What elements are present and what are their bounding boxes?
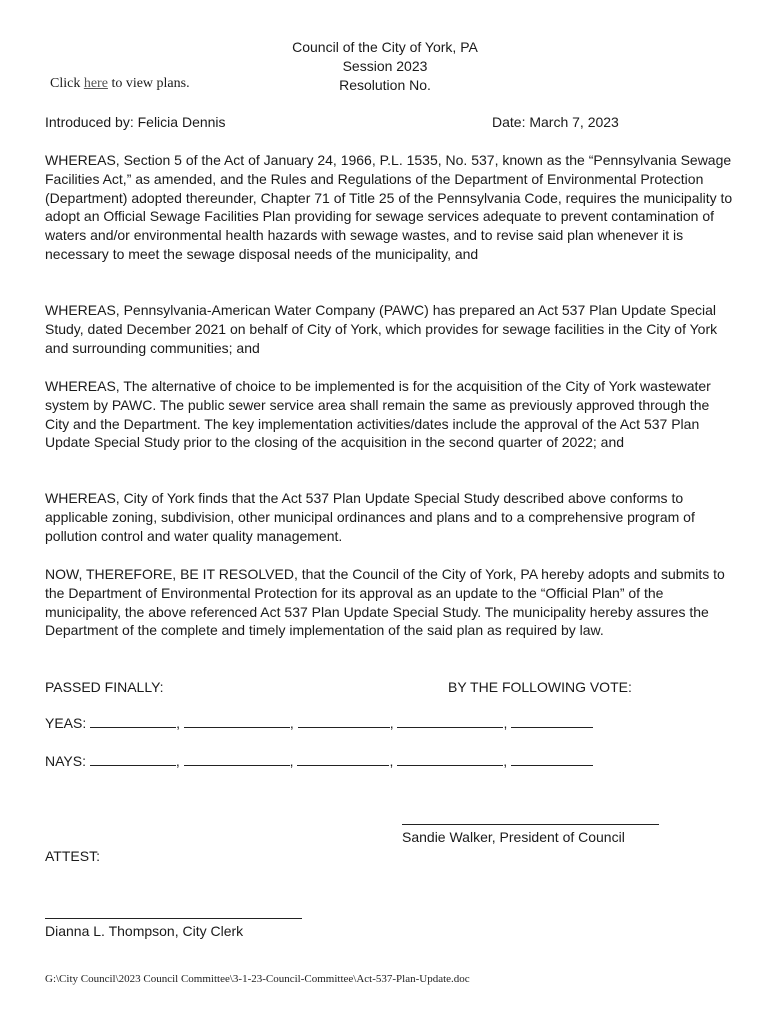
whereas-paragraph-2: WHEREAS, Pennsylvania-American Water Company (PAWC) has prepared an Act 537 Plan Update Special Study, dated December 2021 on behalf of City of York, which provides for sewage facilities in the City of York and surrounding communities; and bbox=[45, 302, 718, 356]
yeas-blank-4 bbox=[397, 715, 503, 728]
whereas-paragraph-4: WHEREAS, City of York finds that the Act 537 Plan Update Special Study described above conforms to applicable zoning, subdivision, other municipal ordinances and plans and to a comprehensive program of pollution control and water quality management. bbox=[45, 490, 695, 544]
president-signature-line bbox=[402, 824, 659, 825]
nays-line: NAYS: , , , , bbox=[45, 753, 593, 769]
yeas-label: YEAS: bbox=[45, 715, 87, 731]
vote-label: BY THE FOLLOWING VOTE: bbox=[448, 679, 632, 695]
yeas-blank-2 bbox=[184, 715, 290, 728]
view-plans-link[interactable]: here bbox=[83, 76, 108, 91]
file-path-footer: G:\City Council\2023 Council Committee\3-1-23-Council-Committee\Act-537-Plan-Update.doc bbox=[45, 973, 470, 985]
view-plans-notice bbox=[50, 76, 190, 92]
session-year: Session 2023 bbox=[342, 58, 428, 74]
council-title: Council of the City of York, PA bbox=[292, 39, 478, 55]
nays-blank-5 bbox=[511, 753, 593, 766]
nays-blank-1 bbox=[90, 753, 176, 766]
yeas-blank-1 bbox=[90, 715, 176, 728]
resolved-paragraph: NOW, THEREFORE, BE IT RESOLVED, that the Council of the City of York, PA hereby adopts and submits to the Department of Environmental Protection for its approval as an update to the “Official Plan” of the municipality, the above referenced Act 537 Plan Update Special Study. The municipality hereby assures the Department of the complete and timely implementation of the said plan as required by law. bbox=[45, 566, 725, 639]
nays-blank-4 bbox=[397, 753, 503, 766]
passed-finally-label: PASSED FINALLY: bbox=[45, 679, 164, 695]
whereas-paragraph-3: WHEREAS, The alternative of choice to be implemented is for the acquisition of the City of York wastewater system by PAWC. The public sewer service area shall remain the same as previously approved through the City and the Department. The key implementation activities/dates include the approval of the Act 537 Plan Update Special Study prior to the closing of the acquisition in the second quarter of 2022; and bbox=[45, 378, 711, 451]
view-plans-prefix: Click bbox=[50, 76, 84, 91]
nays-blank-3 bbox=[297, 753, 389, 766]
introduced-by: Introduced by: Felicia Dennis bbox=[45, 114, 226, 130]
nays-blank-2 bbox=[184, 753, 290, 766]
attest-label: ATTEST: bbox=[45, 848, 100, 864]
whereas-paragraph-1: WHEREAS, Section 5 of the Act of January 24, 1966, P.L. 1535, No. 537, known as the “Pennsylvania Sewage Facilities Act,” as amended, and the Rules and Regulations of the Department of Environmental Protection (Department) adopted thereunder, Chapter 71 of Title 25 of the Pennsylvania Code, requires the municipality to adopt an Official Sewage Facilities Plan providing for sewage services adequate to prevent contamination of waters and/or environmental health hazards with sewage wastes, and to revise said plan whenever it is necessary to meet the sewage disposal needs of the municipality, and bbox=[45, 152, 733, 262]
president-name: Sandie Walker, President of Council bbox=[402, 829, 625, 845]
view-plans-suffix: to view plans. bbox=[107, 76, 190, 91]
resolution-date: Date: March 7, 2023 bbox=[492, 114, 619, 130]
yeas-blank-5 bbox=[511, 715, 593, 728]
clerk-signature-line bbox=[45, 918, 302, 919]
yeas-line: YEAS: , , , , bbox=[45, 715, 593, 731]
clerk-name: Dianna L. Thompson, City Clerk bbox=[45, 923, 244, 939]
nays-label: NAYS: bbox=[45, 753, 86, 769]
resolution-number: Resolution No. bbox=[339, 77, 431, 93]
yeas-blank-3 bbox=[298, 715, 390, 728]
